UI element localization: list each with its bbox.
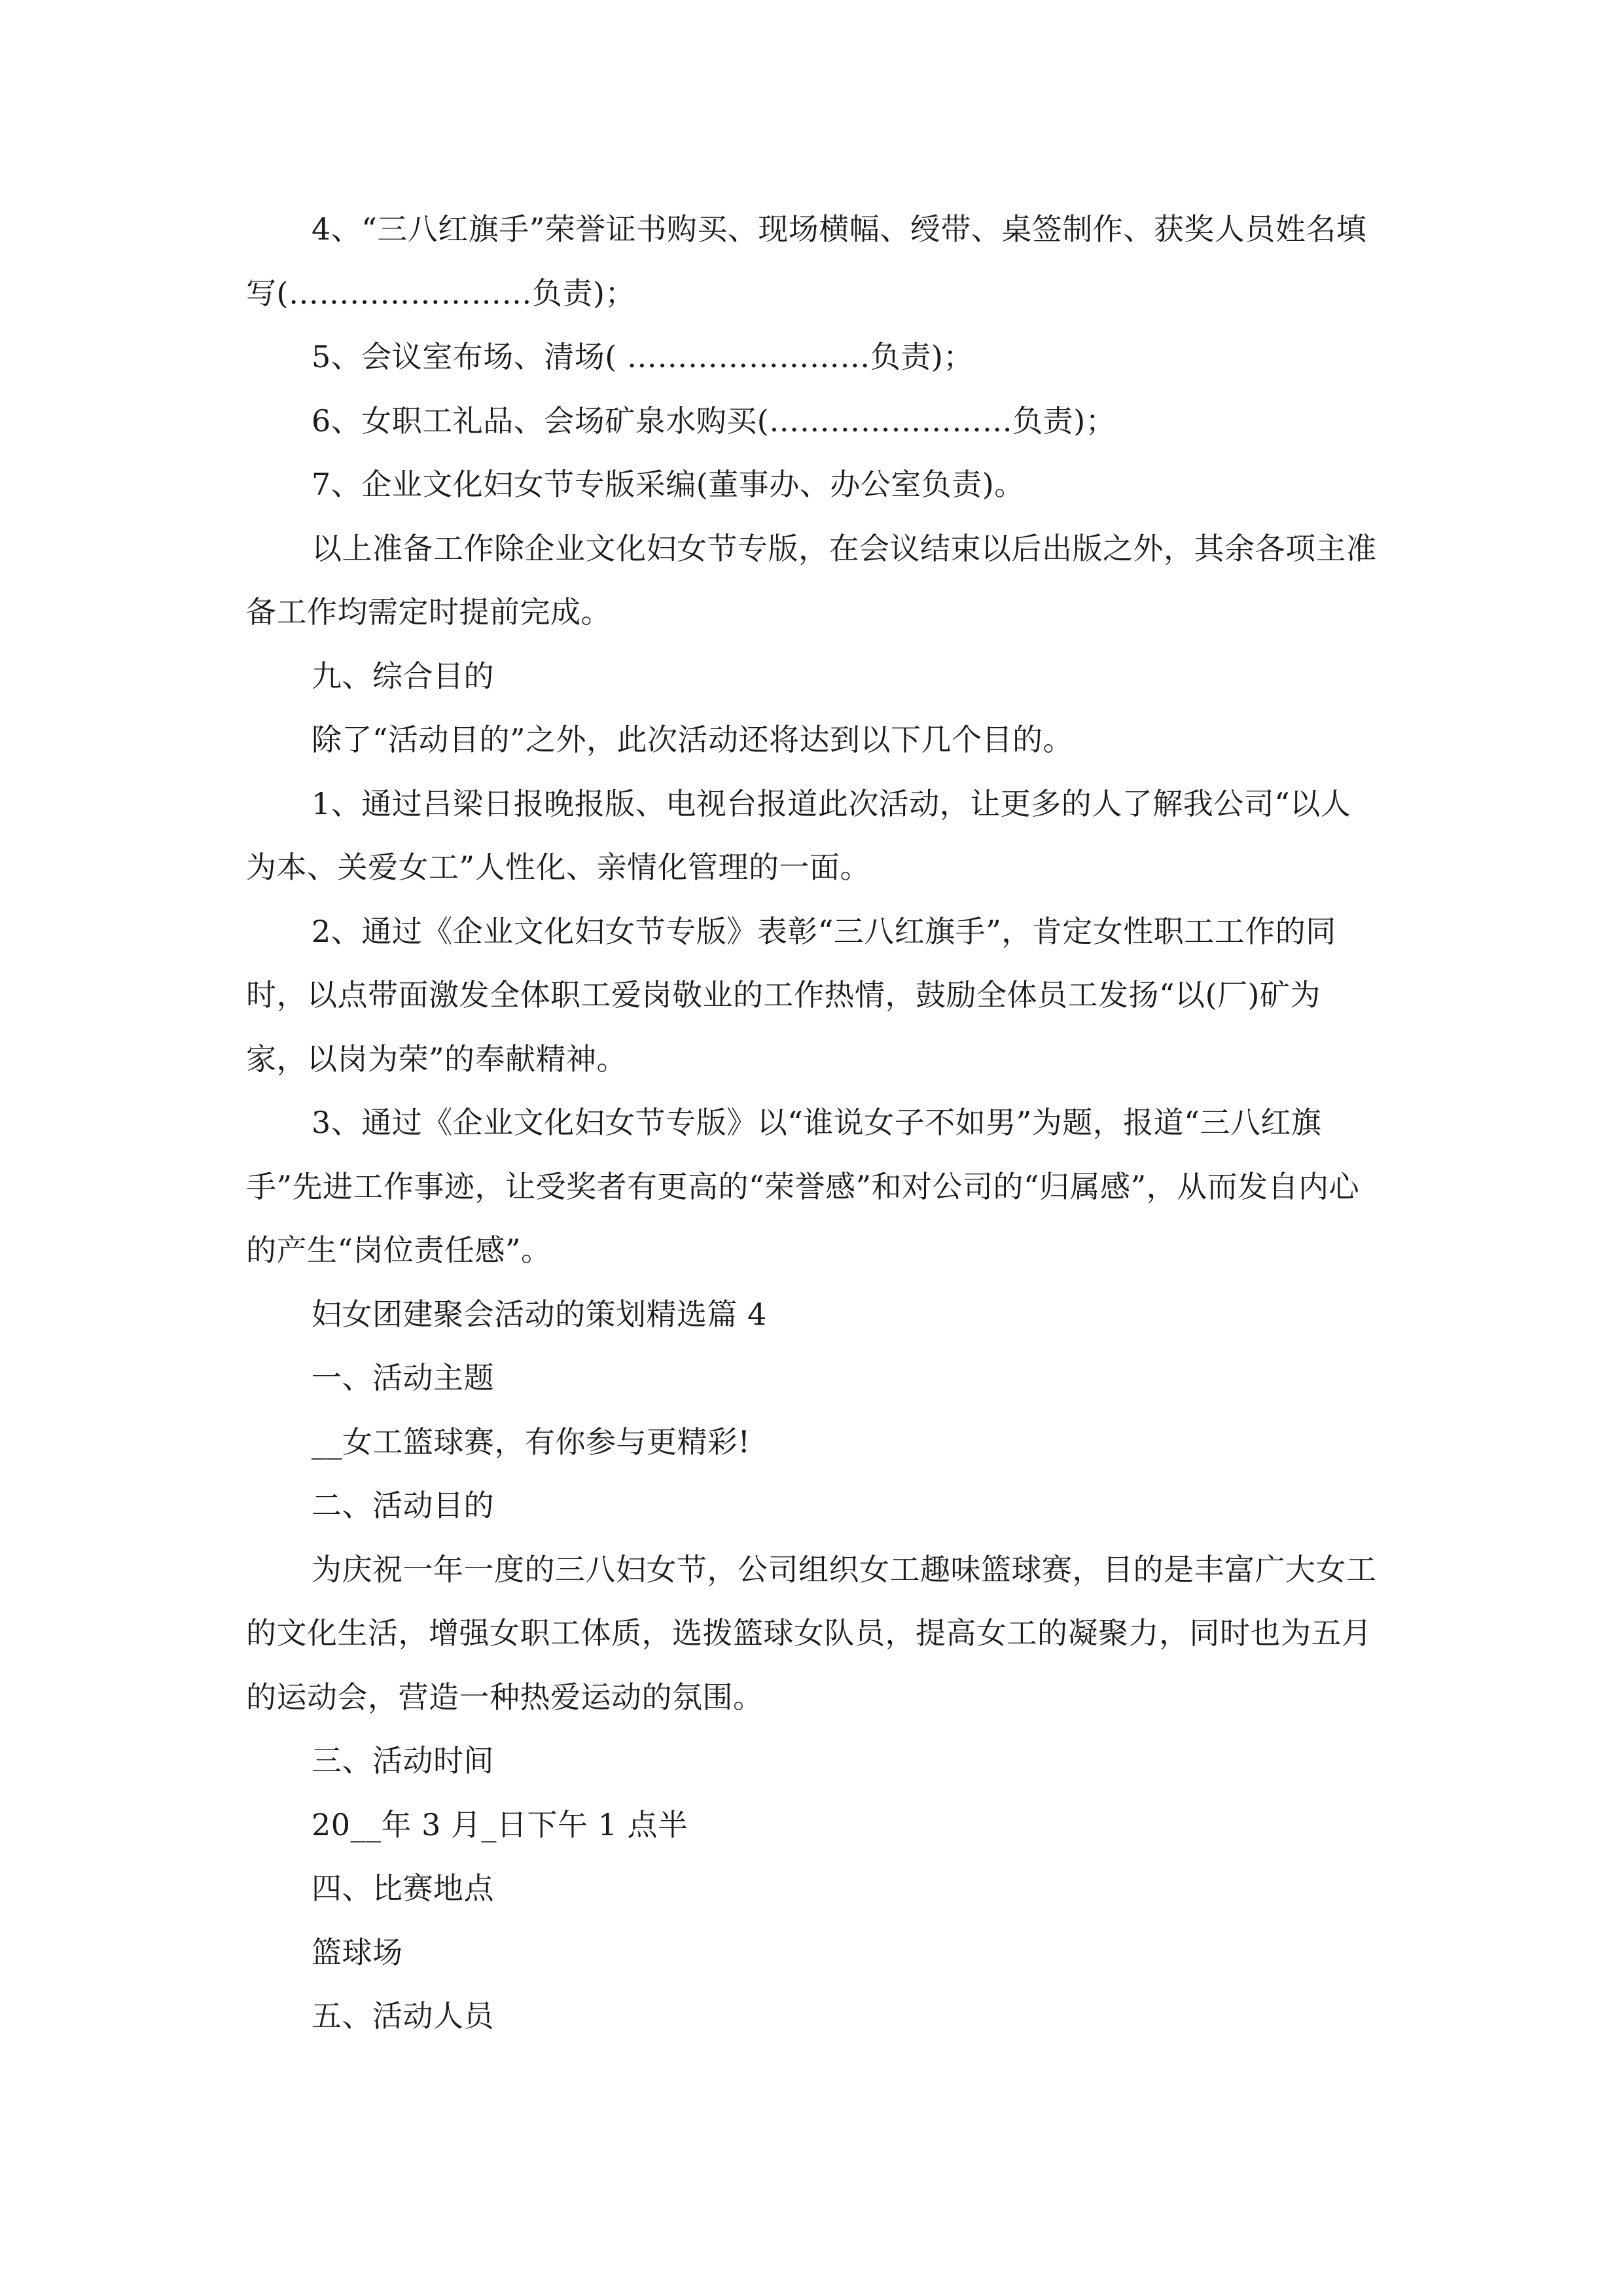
article-title-part-4: 妇女团建聚会活动的策划精选篇 4: [312, 1296, 767, 1332]
section-heading-purpose: 二、活动目的: [312, 1488, 494, 1523]
paragraph-goal-2: 2、通过《企业文化妇女节专版》表彰“三八红旗手”，肯定女性职工工作的同时，以点带面激发全体职工爱岗敬业的工作热情，鼓励全体员工发扬“以(厂)矿为家，以岗为荣”的奉献精神。: [246, 913, 1336, 1077]
paragraph-goal-1: 1、通过吕梁日报晚报版、电视台报道此次活动，让更多的人了解我公司“以人为本、关爱女工”人性化、亲情化管理的一面。: [246, 785, 1351, 885]
paragraph-preparation-note: 以上准备工作除企业文化妇女节专版，在会议结束以后出版之外，其余各项主准备工作均需定时提前完成。: [246, 530, 1377, 630]
paragraph-time: 20__年 3 月_日下午 1 点半: [312, 1806, 688, 1842]
document-body: [246, 198, 1378, 2049]
paragraph-task-7: 7、企业文化妇女节专版采编(董事办、办公室负责)。: [312, 467, 1025, 502]
section-heading-participants: 五、活动人员: [312, 1998, 494, 2034]
paragraph-task-5: 5、会议室布场、清场( ……………………负责)；: [312, 339, 974, 374]
paragraph-task-6: 6、女职工礼品、会场矿泉水购买(……………………负责)；: [312, 403, 1116, 439]
section-heading-time: 三、活动时间: [312, 1743, 494, 1778]
paragraph-venue: 篮球场: [312, 1934, 403, 1970]
section-heading-theme: 一、活动主题: [312, 1360, 494, 1395]
paragraph-purpose: 为庆祝一年一度的三八妇女节，公司组织女工趣味篮球赛，目的是丰富广大女工的文化生活，增强女职工体质，选拨篮球女队员，提高女工的凝聚力，同时也为五月的运动会，营造一种热爱运动的氛围。: [246, 1551, 1377, 1715]
paragraph-theme: __女工篮球赛，有你参与更精彩!: [312, 1424, 751, 1460]
section-heading-venue: 四、比赛地点: [312, 1871, 494, 1906]
section-heading-9: 九、综合目的: [312, 658, 494, 694]
paragraph-task-4: 4、“三八红旗手”荣誉证书购买、现场横幅、绶带、桌签制作、获奖人员姓名填写(……………………负责)；: [246, 211, 1367, 311]
paragraph-goals-intro: 除了“活动目的”之外，此次活动还将达到以下几个目的。: [312, 722, 1074, 757]
paragraph-goal-3: 3、通过《企业文化妇女节专版》以“谁说女子不如男”为题，报道“三八红旗手”先进工作事迹，让受奖者有更高的“荣誉感”和对公司的“归属感”，从而发自内心的产生“岗位责任感”。: [246, 1105, 1360, 1268]
